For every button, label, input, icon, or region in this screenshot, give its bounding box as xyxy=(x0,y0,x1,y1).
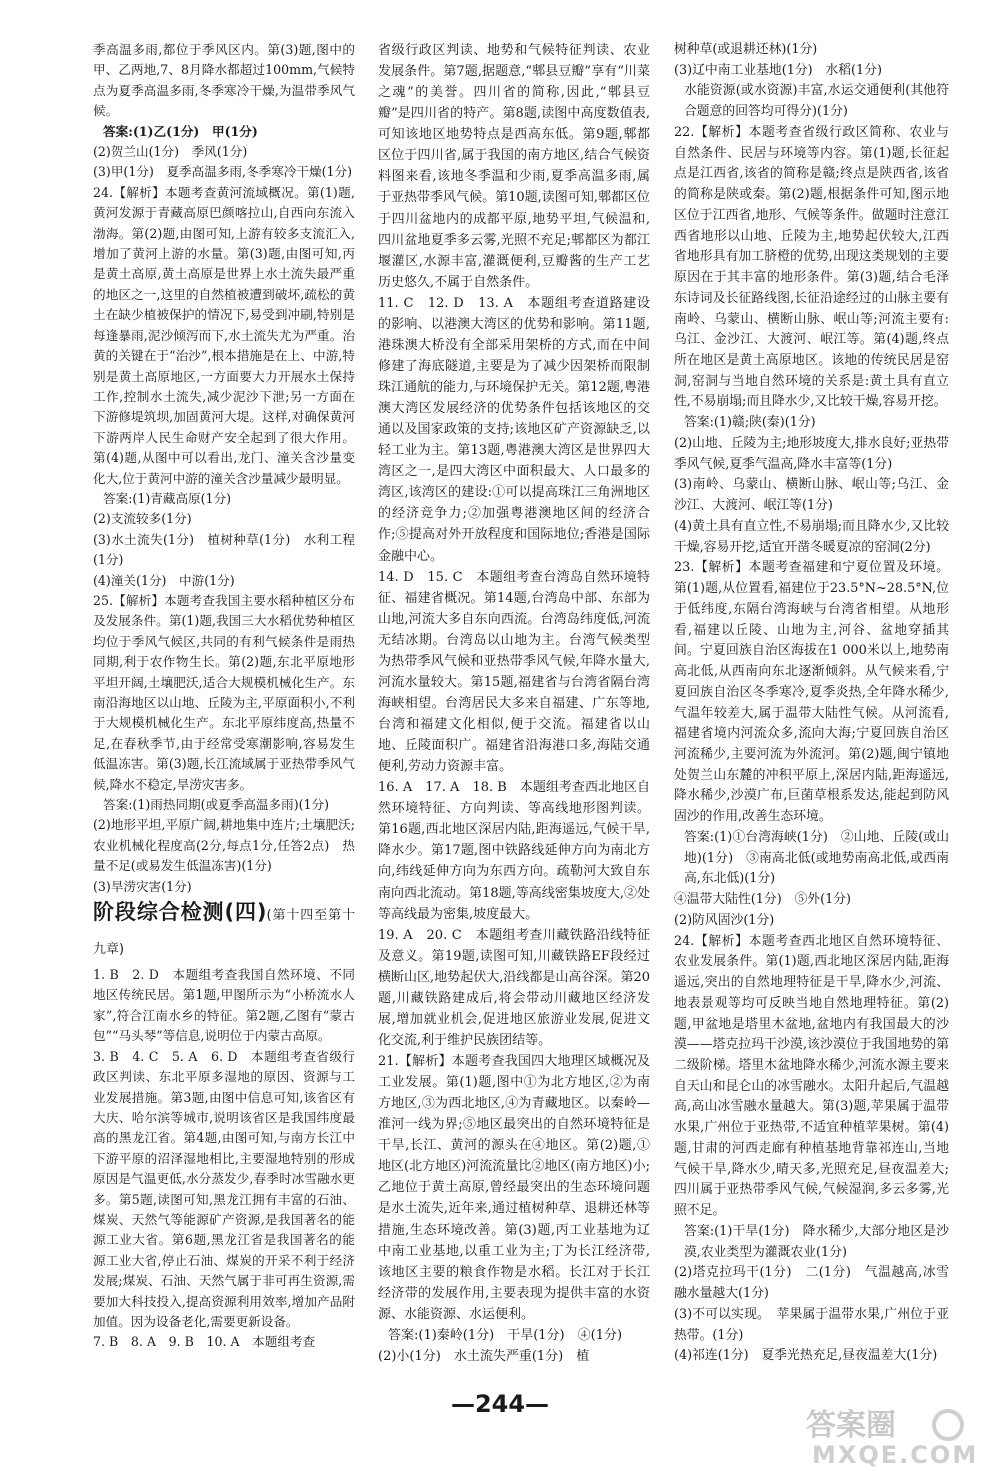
answer-paragraph: 25.【解析】本题考查我国主要水稻种植区分布及发展条件。第(1)题,我国三大水稻优势种植区均位于季风气候区,共同的有利气候条件是雨热同期,利于农作物生长。第(2)题,东北平原地形平坦开阔,土壤肥沃,适合大规模机械化生产。东南沿海地区以山地、丘陵为主,平原面积小,不利于大规模机械化生产。东北平原纬度高,热量不足,在春秋季节,由于经常受寒潮影响,容易发生低温冻害。第(3)题,长江流域属于亚热带季风气候,降水不稳定,旱涝灾害多。 xyxy=(93,592,355,792)
answer-key-line: 水能资源(或水资源)丰富,水运交通便利(其他符合题意的回答均可得分)(1分) xyxy=(684,83,949,120)
answer-key-line: (3)水土流失(1分) 植树种草(1分) 水利工程(1分) xyxy=(93,531,355,568)
answer-key-line: (3)不可以实现。 苹果属于温带水果,广州位于亚热带。(1分) xyxy=(674,1306,949,1343)
answer-key-line: (4)祁连(1分) 夏季光热充足,昼夜温差大(1分) xyxy=(674,1348,938,1364)
answer-key-line: (3)辽中南工业基地(1分) 水稻(1分) xyxy=(674,62,882,78)
answer-key-line: 答案:(1)干旱(1分) 降水稀少,大部分地区是沙漠,农业类型为灌溉农业(1分) xyxy=(684,1223,949,1260)
answer-key-line: 答案:(1)雨热同期(或夏季高温多雨)(1分) xyxy=(103,797,330,813)
answer-paragraph: 23.【解析】本题考查福建和宁夏位置及环境。第(1)题,从位置看,福建位于23.5°N~28.5°N,位于低纬度,东隔台湾海峡与台湾省相望。从地形看,福建以丘陵、山地为主,河谷、盆地穿插其间。宁夏回族自治区海拔在1 000米以上,地势南高北低,从西南向东北逐渐倾斜。从气候来看,宁夏回族自治区冬季寒冷,夏季炎热,全年降水稀少,气温年较差大,属于温带大陆性气候。从河流看,福建省境内河流众多,流向大海;宁夏回族自治区河流稀少,主要河流为外流河。第(2)题,闽宁镇地处贺兰山东麓的冲积平原上,深居内陆,距海遥远,降水稀少,沙漠广布,巨菌草根系发达,能起到防风固沙的作用,改善生态环境。 xyxy=(674,560,949,825)
answer-key-line: (2)小(1分) 水土流失严重(1分) 植 xyxy=(378,1348,590,1364)
watermark-circle-icon xyxy=(934,1411,962,1439)
answer-key-line: (2)塔克拉玛干(1分) 二(1分) 气温越高,冰雪融水量越大(1分) xyxy=(674,1265,949,1302)
answer-paragraph: 11. C 12. D 13. A 本题组考查道路建设的影响、以港澳大湾区的优势和影响。第11题,港珠澳大桥没有全部采用架桥的方式,而在中间修建了海底隧道,主要是为了减少因架桥而限制珠江通航的能力,与环境保护无关。第12题,粤港澳大湾区发展经济的优势条件包括该地区的交通以及国家政策的支持;该地区矿产资源缺乏,以轻工业为主。第13题,粤港澳大湾区是世界四大湾区之一,是四大湾区中面积最大、人口最多的湾区,该湾区的建设:①可以提高珠江三角洲地区的经济竞争力;②加强粤港澳地区间的经济合作;⑤提高对外开放程度和国际地位;香港是国际金融中心。 xyxy=(378,295,650,564)
answer-key-line: (3)南岭、乌蒙山、横断山脉、岷山等;乌江、金沙江、大渡河、岷江等(1分) xyxy=(674,477,949,514)
answer-key-line: 答案:(1)①台湾海峡(1分) ②山地、丘陵(或山地)(1分) ③南高北低(或地势南高北低,或西南高,东北低)(1分) xyxy=(684,829,949,887)
watermark-logo xyxy=(798,1405,978,1467)
answer-paragraph: 1. B 2. D 本题组考查我国自然环境、不同地区传统民居。第1题,甲图所示为“小桥流水人家”,符合江南水乡的特征。第2题,乙图有“蒙古包”“马头琴”等信息,说明位于内蒙古高原。 xyxy=(93,967,355,1044)
answer-paragraph: 省级行政区判读、地势和气候特征判读、农业发展条件。第7题,据题意,“郫县豆瓣”享有“川菜之魂”的美誉。四川省的简称,因此,“郫县豆瓣”是四川省的特产。第8题,读图中高度数值表,可知该地区地势特点是西高东低。第9题,郫都区位于四川省,属于我国的南方地区,结合气候资料图来看,该地冬季温和少雨,夏季高温多雨,属于亚热带季风气候。第10题,读图可知,郫都区位于四川盆地内的成都平原,地势平坦,气候温和,四川盆地夏季多云雾,光照不充足;郫都区为都江堰灌区,水源丰富,灌溉便利,豆瓣酱的生产工艺历史悠久,不属于自然条件。 xyxy=(378,43,650,290)
answer-paragraph: 14. D 15. C 本题组考查台湾岛自然环境特征、福建省概况。第14题,台湾岛中部、东部为山地,河流大多自东向西流。台湾岛纬度低,河流无结冰期。台湾岛以山地为主。台湾气候类型为热带季风气候和亚热带季风气候,年降水量大,河流水量较大。第15题,福建省与台湾省隔台湾海峡相望。台湾居民大多来自福建、广东等地,台湾和福建文化相似,便于交流。福建省以山地、丘陵面积广。福建省沿海港口多,海陆交通便利,劳动力资源丰富。 xyxy=(378,569,650,775)
answer-key-line: 答案:(1)青藏高原(1分) xyxy=(103,490,232,506)
section-subtitle: (第十四至第十九章) xyxy=(93,908,355,958)
answer-key-line: (3)旱涝灾害(1分) xyxy=(93,878,192,894)
answer-paragraph: 3. B 4. C 5. A 6. D 本题组考查省级行政区判读、东北平原多湿地的原因、资源与工业发展措施。第3题,由图中信息可知,该省区有大庆、哈尔滨等城市,说明该省区是我国纬度最高的黑龙江省。第4题,由图可知,与南方长江中下游平原的沼泽湿地相比,主要湿地特别的形成原因是气温更低,水分蒸发少,春季时冰雪融水更多。第5题,读图可知,黑龙江拥有丰富的石油、煤炭、天然气等能源矿产资源,是我国著名的能源工业大省。第6题,黑龙江省是我国著名的能源工业大省,停止石油、煤炭的开采不利于经济发展;煤炭、石油、天然气属于非可再生资源,需要加大科技投入,提高资源利用效率,增加产品附加值。因为设备老化,需要更新设备。 xyxy=(93,1048,355,1329)
answer-key-line: 答案:(1)秦岭(1分) 干旱(1分) ④(1分) xyxy=(388,1327,623,1343)
answer-paragraph: 24.【解析】本题考查黄河流域概况。第(1)题,黄河发源于青藏高原巴颜喀拉山,自西向东流入渤海。第(2)题,由图可知,上游有较多支流汇入,增加了黄河上游的水量。第(3)题,由图可知,丙是黄土高原,黄土高原是世界上水土流失最严重的地区之一,这里的自然植被遭到破坏,疏松的黄土在缺少植被保护的情况下,易受到冲刷,特别是每逢暴雨,泥沙倾泻而下,水土流失尤为严重。治黄的关键在于“治沙”,根本措施是在上、中游,特别是黄土高原地区,一方面要大力开展水土保持工作,控制水土流失,减少泥沙下泄;另一方面在下游修堤筑坝,加固黄河大堤。这样,对确保黄河下游两岸人民生命财产安全起到了很大作用。第(4)题,从图中可以看出,龙门、潼关含沙量变化大,位于黄河中游的潼关含沙量减少最明显。 xyxy=(93,184,355,486)
answer-paragraph: 21.【解析】本题考查我国四大地理区域概况及工业发展。第(1)题,图中①为北方地区,②为南方地区,③为西北地区,④为青藏地区。以秦岭—淮河一线为界;⑤地区最突出的自然环境特征是干旱,长江、黄河的源头在④地区。第(2)题,①地区(北方地区)河流流量比②地区(南方地区)小;乙地位于黄土高原,曾经最突出的生态环境问题是水土流失,近年来,通过植树种草、退耕还林等措施,生态环境改善。第(3)题,丙工业基地为辽中南工业基地,以重工业为主;丁为长江经济带,该地区主要的粮食作物是水稻。长江对于长江经济带的发展作用,主要表现为提供丰富的水资源、水能资源、水运便利。 xyxy=(378,1054,650,1322)
answer-key-line: (4)黄土具有直立性,不易崩塌;而且降水少,又比较干燥,容易开挖,适宜开凿冬暖夏凉的窑洞(2分) xyxy=(674,518,949,555)
answer-key-line: (2)贺兰山(1分) 季风(1分) xyxy=(93,144,248,160)
answer-key-line: 树种草(或退耕还林)(1分) xyxy=(674,42,818,57)
answer-key-line: 答案:(1)赣;陕(秦)(1分) xyxy=(684,415,816,431)
answer-paragraph: 22.【解析】本题考查省级行政区简称、农业与自然条件、民居与环境等内容。第(1)题,长征起点是江西省,该省的简称是赣;终点是陕西省,该省的简称是陕或秦。第(2)题,根据条件可知,图示地区位于江西省,地形、气候等条件。做题时注意江西省地形以山地、丘陵为主,地势起伏较大,江西省地形具有加工脐橙的优势,出现这类规划的主要原因在于其丰富的地形条件。第(3)题,结合毛泽东诗词及长征路线图,长征沿途经过的山脉主要有南岭、乌蒙山、横断山脉、岷山等;河流主要有:乌江、金沙江、大渡河、岷江等。第(4)题,终点所在地区是黄土高原地区。该地的传统民居是窑洞,窑洞与当地自然环境的关系是:黄土具有直立性,不易崩塌;而且降水少,又比较干燥,容易开挖。 xyxy=(674,124,949,410)
answer-key-line: (2)山地、丘陵为主;地形坡度大,排水良好;亚热带季风气候,夏季气温高,降水丰富等(1分) xyxy=(674,435,949,472)
section-title: 阶段综合检测(四) xyxy=(93,900,267,925)
watermark-logo-text: 答案圈 xyxy=(806,1408,896,1443)
page-number: —244— xyxy=(450,1390,550,1418)
answer-key-line: (2)地形平坦,平原广阔,耕地集中连片;土壤肥沃;农业机械化程度高(2分,每点1分,任答2点) 热量不足(或易发生低温冻害)(1分) xyxy=(93,817,355,874)
column-right xyxy=(674,40,949,1367)
answer-key-line: (4)潼关(1分) 中游(1分) xyxy=(93,572,235,588)
answer-paragraph: 24.【解析】本题考查西北地区自然环境特征、农业发展条件。第(1)题,西北地区深居内陆,距海遥远,突出的自然地理特征是干旱,降水少,河流、地表景观等均可反映当地自然地理特征。第(2)题,甲盆地是塔里木盆地,盆地内有我国最大的沙漠——塔克拉玛干沙漠,该沙漠位于我国地势的第二级阶梯。塔里木盆地降水稀少,河流水源主要来自天山和昆仑山的冰雪融水。太阳升起后,气温越高,高山冰雪融水量越大。第(3)题,苹果属于温带水果,广州位于亚热带,不适宜种植苹果树。第(4)题,甘肃的河西走廊有种植基地背靠祁连山,当地气候干旱,降水少,晴天多,光照充足,昼夜温差大;四川属于亚热带季风气候,气候湿润,多云多雾,光照不足。 xyxy=(674,933,949,1219)
answer-key-line: ④温带大陆性(1分) ⑤外(1分) xyxy=(674,892,852,908)
watermark-site: MXQE.COM xyxy=(812,1441,978,1467)
answer-key-line: (2)防风固沙(1分) xyxy=(674,912,775,928)
column-middle xyxy=(378,40,650,1367)
answer-paragraph: 19. A 20. C 本题组考查川藏铁路沿线特征及意义。第19题,读图可知,川藏铁路EF段经过横断山区,地势起伏大,沿线都是山高谷深。第20题,川藏铁路建成后,将会带动川藏地区经济发展,增加就业机会,促进地区旅游业发展,促进文化交流,利于维护民族团结等。 xyxy=(378,927,650,1048)
answer-paragraph: 季高温多雨,都位于季风区内。第(3)题,图中的甲、乙两地,7、8月降水都超过100mm,气候特点为夏季高温多雨,冬季寒冷干燥,为温带季风气候。 xyxy=(93,42,355,119)
answer-paragraph: 16. A 17. A 18. B 本题组考查西北地区自然环境特征、方向判读、等高线地形图判读。第16题,西北地区深居内陆,距海遥远,气候干旱,降水少。第17题,图中铁路线延伸方向为南北方向,纬线延伸方向为东西方向。疏勒河大致自东南向西北流动。第18题,等高线密集坡度大,②处等高线最为密集,坡度最大。 xyxy=(378,780,650,922)
section-heading xyxy=(93,897,355,965)
answer-key-line: 答案:(1)乙(1分) 甲(1分) xyxy=(103,123,258,139)
answer-paragraph: 7. B 8. A 9. B 10. A 本题组考查 xyxy=(93,1334,316,1350)
column-left xyxy=(93,40,355,1353)
answer-key-line: (3)甲(1分) 夏季高温多雨,冬季寒冷干燥(1分) xyxy=(93,164,353,180)
answer-key-line: (2)支流较多(1分) xyxy=(93,511,192,527)
